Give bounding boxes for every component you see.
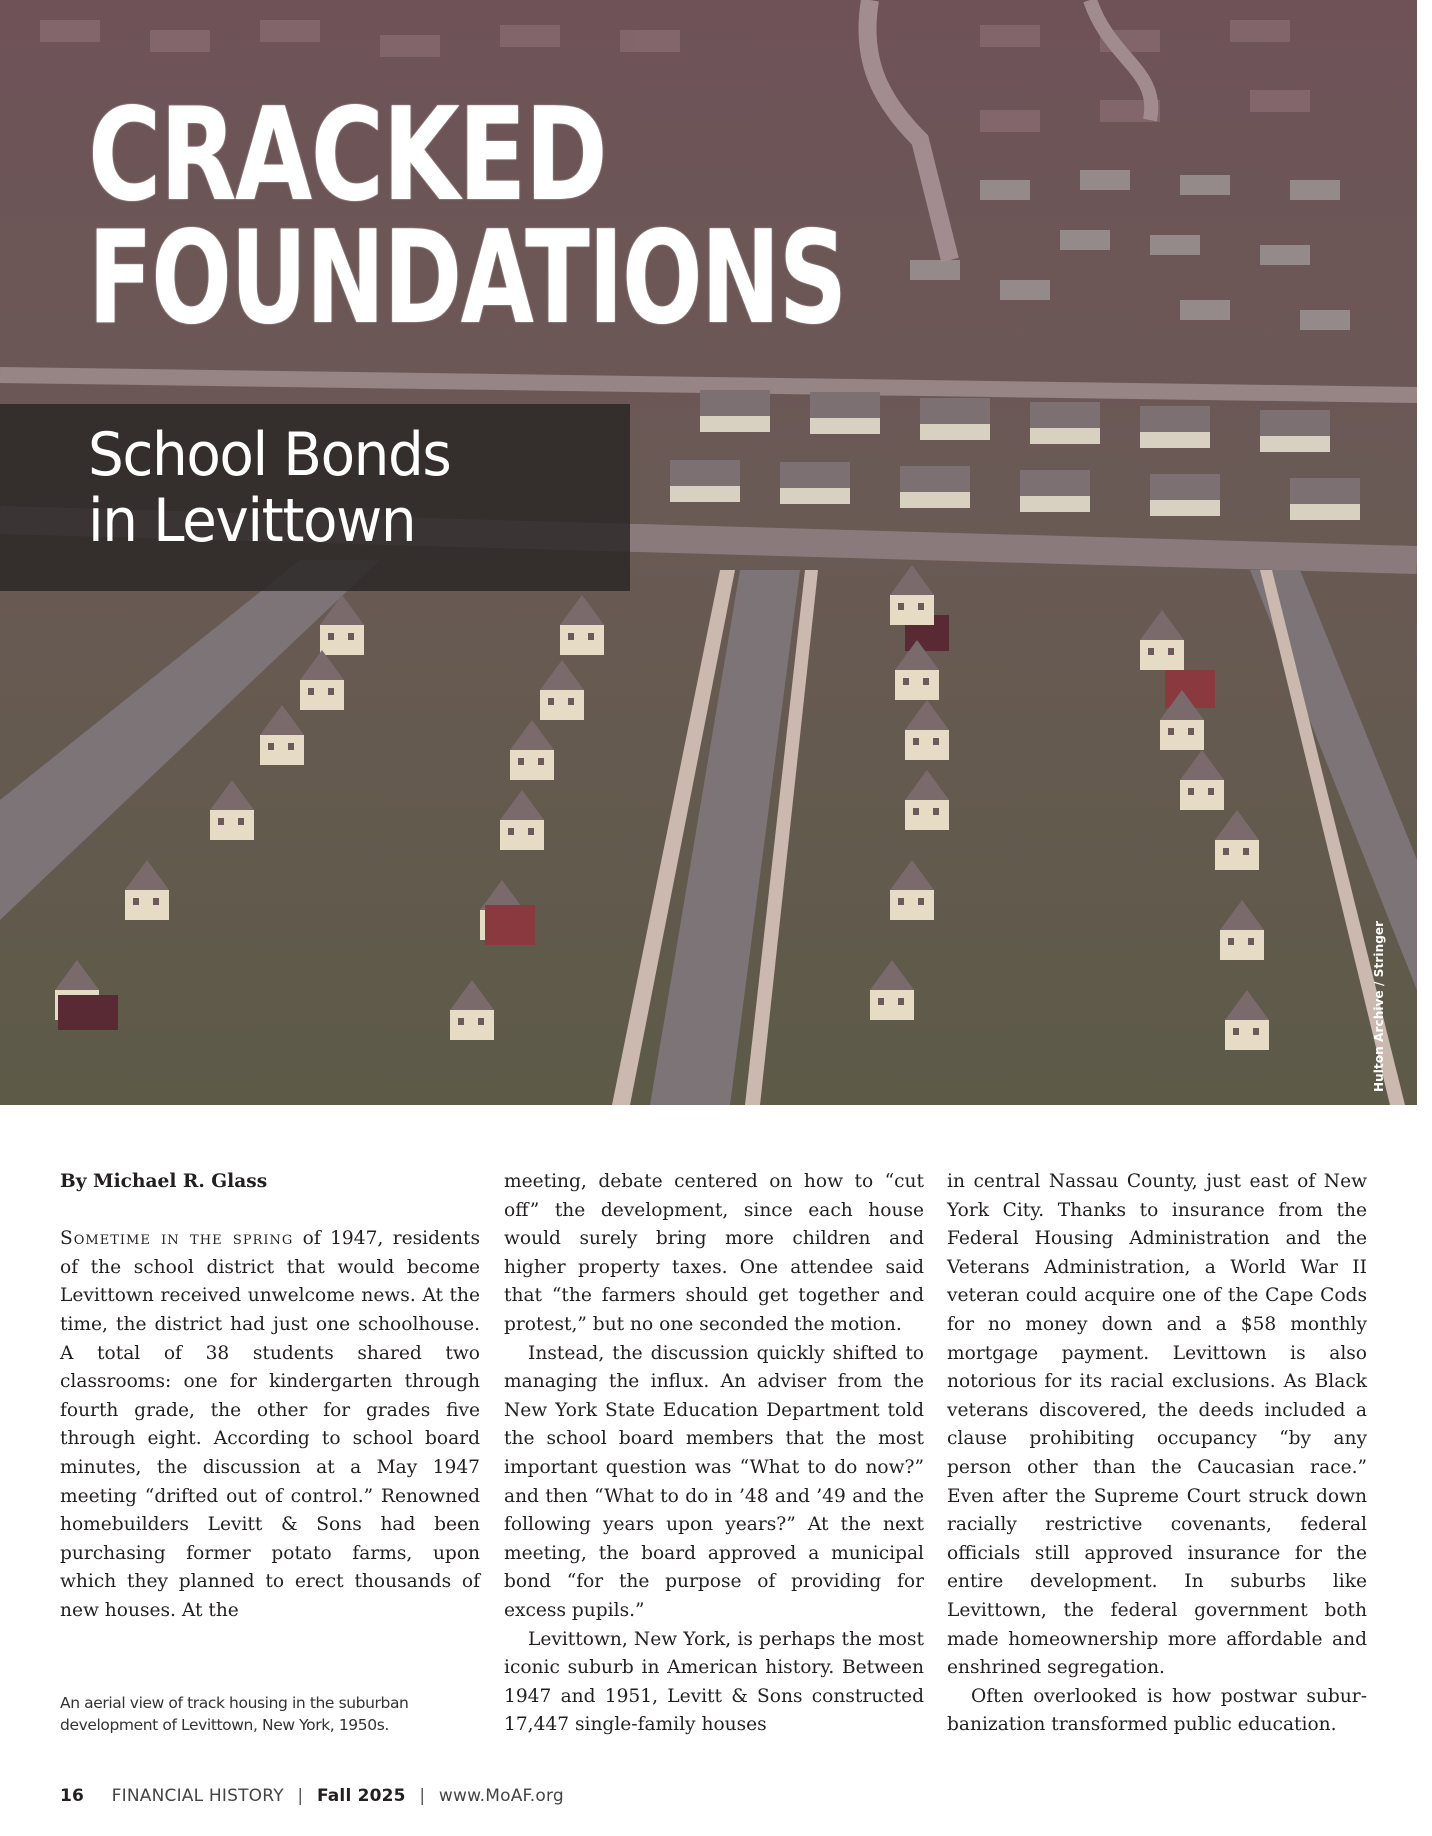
paragraph: in central Nassau County, just east of New York City. Thanks to insurance from the Federal Housing Administration and the Veterans Administration, a World War II veteran could acquire one of the Cape Cods for no money down and a $58 monthly mortgage payment. Levittown is also notorious for its racial exclusions. As Black veterans discovered, the deeds included a clause prohibiting occupancy “by any person other than the Caucasian race.” Even after the Supreme Court struck down racially restrictive covenants, federal officials still approved insurance for the entire development. In suburbs like Levittown, the federal government both made homeownership more affordable and enshrined segregation. [947,1171,1367,1679]
article-subtitle [88,422,450,554]
byline: By Michael R. Glass [60,1171,268,1192]
article-column-1 [60,1168,480,1626]
footer-divider: | [419,1786,426,1806]
article-title [88,81,1112,353]
subtitle-line-2: in Levittown [88,486,416,556]
page-number: 16 [60,1786,85,1806]
website-link[interactable]: www.MoAF.org [438,1786,564,1806]
lead-in-smallcaps: Sometime in the spring [60,1228,294,1250]
title-line-1: CRACKED [88,81,607,230]
title-line-2: FOUNDATIONS [88,203,846,353]
photo-caption: An aerial view of track housing in the suburban development of Levittown, New York, 1950s. [60,1694,409,1734]
article-column-2 [504,1168,924,1740]
issue-label: Fall 2025 [316,1786,406,1806]
photo-credit: Hulton Archive / Stringer [1372,920,1386,1092]
paragraph: meeting, debate centered on how to “cut off” the development, since each house would surely bring more children and higher property taxes. One attendee said that “the farmers should get together and protest,” but no one seconded the motion. [504,1171,924,1335]
article-column-3 [947,1168,1367,1740]
paragraph-text: of 1947, residents of the school district that would become Levittown received unwelcome news. At the time, the district had just one schoolhouse. A total of 38 students shared two classrooms: one for kindergarten through fourth grade, the other for grades five through eight. According to school board minutes, the discussion at a May 1947 meeting “drifted out of control.” Renowned homebuilders Levitt & Sons had been purchasing former potato farms, upon which they planned to erect thousands of new houses. At the [60,1228,480,1621]
paragraph: Instead, the discussion quickly shifted to managing the influx. An adviser from the New York State Education Department told the school board members that the most important question was “What to do now?” and then “What to do in ’48 and ’49 and the following years upon years?” At the next meeting, the board approved a municipal bond “for the purpose of providing for excess pupils.” [504,1342,924,1621]
footer-divider: | [297,1786,304,1806]
paragraph: Often overlooked is how postwar suburbanization transformed public education. [947,1685,1367,1736]
paragraph: Levittown, New York, is perhaps the most iconic suburb in American history. Between 1947 and 1951, Levitt & Sons constructed 17,447 single-family houses [504,1628,924,1736]
publication-name: FINANCIAL HISTORY [111,1786,284,1806]
subtitle-line-1: School Bonds [88,420,451,490]
paragraph [60,1225,480,1625]
page-footer [60,1786,564,1806]
